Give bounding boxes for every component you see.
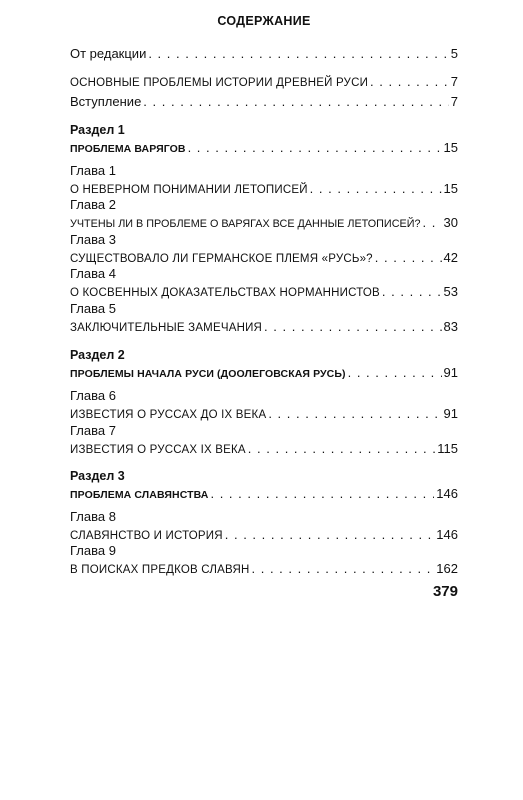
section-heading: Раздел 1 bbox=[70, 123, 125, 137]
chapter-title: ИЗВЕСТИЯ О РУССАХ ДО IX ВЕКА bbox=[70, 409, 267, 421]
dot-leader bbox=[370, 74, 449, 90]
entry-page-number: 83 bbox=[443, 319, 458, 334]
section-title: ПРОБЛЕМА СЛАВЯНСТВА bbox=[70, 489, 209, 501]
entry-page-number: 7 bbox=[450, 94, 458, 109]
toc-chapter-7 bbox=[70, 423, 458, 458]
chapter-heading: Глава 8 bbox=[70, 509, 116, 524]
dot-leader bbox=[252, 561, 435, 577]
chapter-heading: Глава 5 bbox=[70, 301, 116, 316]
toc-chapter-4 bbox=[70, 266, 458, 301]
chapter-heading: Глава 9 bbox=[70, 543, 116, 558]
dot-leader bbox=[143, 94, 448, 110]
entry-page-number: 15 bbox=[443, 181, 458, 196]
chapter-title: УЧТЕНЫ ЛИ В ПРОБЛЕМЕ О ВАРЯГАХ ВСЕ ДАННЫЕ ЛЕТОПИСЕЙ? bbox=[70, 218, 421, 230]
dot-leader bbox=[375, 250, 442, 266]
entry-page-number: 42 bbox=[443, 250, 458, 265]
entry-page-number: 30 bbox=[443, 215, 458, 230]
entry-page-number: 146 bbox=[436, 527, 458, 542]
entry-page-number: 146 bbox=[436, 486, 458, 501]
toc-entry-editorial bbox=[70, 46, 458, 62]
section-title: ПРОБЛЕМА ВАРЯГОВ bbox=[70, 143, 186, 155]
dot-leader bbox=[268, 406, 441, 422]
toc-section-2 bbox=[70, 347, 458, 382]
chapter-heading: Глава 3 bbox=[70, 232, 116, 247]
entry-page-number: 7 bbox=[450, 74, 458, 89]
toc-chapter-1 bbox=[70, 163, 458, 198]
chapter-title: СУЩЕСТВОВАЛО ЛИ ГЕРМАНСКОЕ ПЛЕМЯ «РУСЬ»? bbox=[70, 253, 373, 265]
entry-page-number: 162 bbox=[436, 561, 458, 576]
toc-section-1 bbox=[70, 122, 458, 157]
chapter-title: В ПОИСКАХ ПРЕДКОВ СЛАВЯН bbox=[70, 564, 250, 576]
entry-page-number: 91 bbox=[443, 365, 458, 380]
chapter-title: ЗАКЛЮЧИТЕЛЬНЫЕ ЗАМЕЧАНИЯ bbox=[70, 322, 263, 334]
dot-leader bbox=[188, 140, 442, 156]
entry-page-number: 5 bbox=[450, 46, 458, 61]
dot-leader bbox=[264, 319, 441, 335]
dot-leader bbox=[422, 215, 441, 231]
section-title: ПРОБЛЕМЫ НАЧАЛА РУСИ (ДООЛЕГОВСКАЯ РУСЬ) bbox=[70, 368, 346, 380]
page-folio-number: 379 bbox=[432, 583, 458, 600]
chapter-title: О НЕВЕРНОМ ПОНИМАНИИ ЛЕТОПИСЕЙ bbox=[70, 184, 308, 196]
entry-label: Вступление bbox=[70, 94, 142, 109]
entry-page-number: 91 bbox=[443, 406, 458, 421]
section-heading: Раздел 2 bbox=[70, 348, 125, 362]
toc-page bbox=[70, 0, 458, 800]
page-title: СОДЕРЖАНИЕ bbox=[217, 14, 311, 28]
dot-leader bbox=[248, 441, 435, 457]
toc-chapter-3 bbox=[70, 232, 458, 267]
chapter-title: СЛАВЯНСТВО И ИСТОРИЯ bbox=[70, 530, 223, 542]
chapter-title: ИЗВЕСТИЯ О РУССАХ IX ВЕКА bbox=[70, 444, 246, 456]
chapter-heading: Глава 6 bbox=[70, 388, 116, 403]
toc-chapter-6 bbox=[70, 388, 458, 423]
chapter-heading: Глава 7 bbox=[70, 423, 116, 438]
toc-chapter-8 bbox=[70, 509, 458, 544]
toc-entry-main-problems bbox=[70, 74, 458, 91]
toc-chapter-9 bbox=[70, 543, 458, 578]
dot-leader bbox=[148, 46, 448, 62]
section-heading: Раздел 3 bbox=[70, 469, 125, 483]
dot-leader bbox=[310, 181, 442, 197]
toc-entry-intro bbox=[70, 94, 458, 110]
dot-leader bbox=[210, 486, 434, 502]
entry-page-number: 115 bbox=[437, 441, 458, 456]
dot-leader bbox=[382, 284, 442, 300]
toc-chapter-2 bbox=[70, 197, 458, 232]
entry-label: ОСНОВНЫЕ ПРОБЛЕМЫ ИСТОРИИ ДРЕВНЕЙ РУСИ bbox=[70, 77, 369, 89]
dot-leader bbox=[348, 365, 442, 381]
chapter-title: О КОСВЕННЫХ ДОКАЗАТЕЛЬСТВАХ НОРМАННИСТОВ bbox=[70, 287, 380, 299]
entry-page-number: 53 bbox=[443, 284, 458, 299]
entry-page-number: 15 bbox=[443, 140, 458, 155]
chapter-heading: Глава 4 bbox=[70, 266, 116, 281]
entry-label: От редакции bbox=[70, 46, 147, 61]
toc-chapter-5 bbox=[70, 301, 458, 336]
dot-leader bbox=[225, 527, 435, 543]
chapter-heading: Глава 2 bbox=[70, 197, 116, 212]
toc-section-3 bbox=[70, 468, 458, 503]
chapter-heading: Глава 1 bbox=[70, 163, 116, 178]
